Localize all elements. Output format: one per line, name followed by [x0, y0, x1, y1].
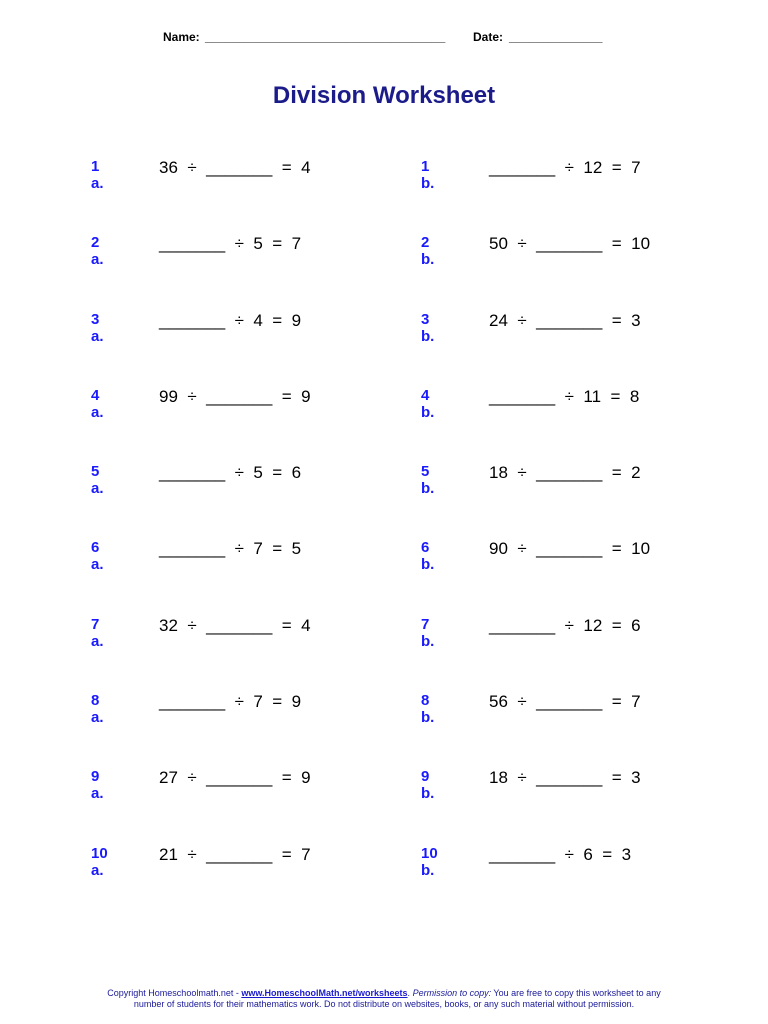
problem-label: 6 a.: [91, 539, 104, 573]
problem-equation: 36 ÷ _______ = 4: [159, 158, 311, 177]
problem-equation: 21 ÷ _______ = 7: [159, 845, 311, 864]
page-title: Division Worksheet: [272, 82, 496, 109]
problem-equation: _______ ÷ 11 = 8: [489, 387, 640, 406]
problem-equation: 56 ÷ _______ = 7: [489, 692, 641, 711]
problem-equation: _______ ÷ 7 = 9: [159, 692, 302, 711]
problem-label: 2 a.: [91, 234, 104, 268]
problem-label: 8 a.: [91, 692, 104, 726]
problem-label: 1 a.: [91, 158, 104, 192]
problem-label: 4 a.: [91, 387, 104, 421]
problem-equation: 24 ÷ _______ = 3: [489, 311, 641, 330]
problem-equation: _______ ÷ 12 = 6: [489, 616, 641, 635]
problem-label: 9 b.: [421, 768, 435, 802]
problem-label: 7 b.: [421, 616, 435, 650]
problem-equation: 50 ÷ _______ = 10: [489, 234, 651, 253]
problem-equation: 32 ÷ _______ = 4: [159, 616, 311, 635]
problem-label: 10 b.: [421, 845, 438, 879]
copyright-footer: [0, 988, 768, 1010]
problem-equation: 27 ÷ _______ = 9: [159, 768, 311, 787]
name-field-line: ____________________________________: [205, 30, 446, 44]
problem-label: 6 b.: [421, 539, 435, 573]
problem-equation: _______ ÷ 5 = 6: [159, 463, 302, 482]
footer-copyright: Copyright Homeschoolmath.net -: [107, 988, 242, 998]
problem-equation: 90 ÷ _______ = 10: [489, 539, 651, 558]
problem-label: 5 a.: [91, 463, 104, 497]
date-label: Date:: [473, 30, 504, 44]
footer-period: .: [407, 988, 413, 998]
footer-worksheets-link[interactable]: www.HomeschoolMath.net/worksheets: [241, 988, 408, 998]
footer-permission-label: Permission to copy:: [412, 988, 492, 998]
problem-equation: 99 ÷ _______ = 9: [159, 387, 311, 406]
name-label: Name:: [163, 30, 200, 44]
problem-label: 9 a.: [91, 768, 104, 802]
problem-equation: _______ ÷ 12 = 7: [489, 158, 641, 177]
problem-equation: _______ ÷ 7 = 5: [159, 539, 302, 558]
problem-label: 8 b.: [421, 692, 435, 726]
problem-label: 3 b.: [421, 311, 435, 345]
problem-equation: _______ ÷ 4 = 9: [159, 311, 302, 330]
footer-permission-text: You are free to copy this worksheet to any: [491, 988, 661, 998]
problem-equation: 18 ÷ _______ = 2: [489, 463, 641, 482]
problem-label: 2 b.: [421, 234, 435, 268]
footer-line-1: [0, 988, 768, 999]
problem-equation: 18 ÷ _______ = 3: [489, 768, 641, 787]
problem-equation: _______ ÷ 5 = 7: [159, 234, 302, 253]
problem-label: 1 b.: [421, 158, 435, 192]
date-field-line: ______________: [509, 30, 603, 44]
problem-label: 7 a.: [91, 616, 104, 650]
problem-label: 3 a.: [91, 311, 104, 345]
problem-equation: _______ ÷ 6 = 3: [489, 845, 632, 864]
footer-line-2: number of students for their mathematics work. Do not distribute on websites, books, or any such material without permission.: [133, 999, 635, 1009]
problem-label: 4 b.: [421, 387, 435, 421]
problem-label: 5 b.: [421, 463, 435, 497]
problem-label: 10 a.: [91, 845, 108, 879]
